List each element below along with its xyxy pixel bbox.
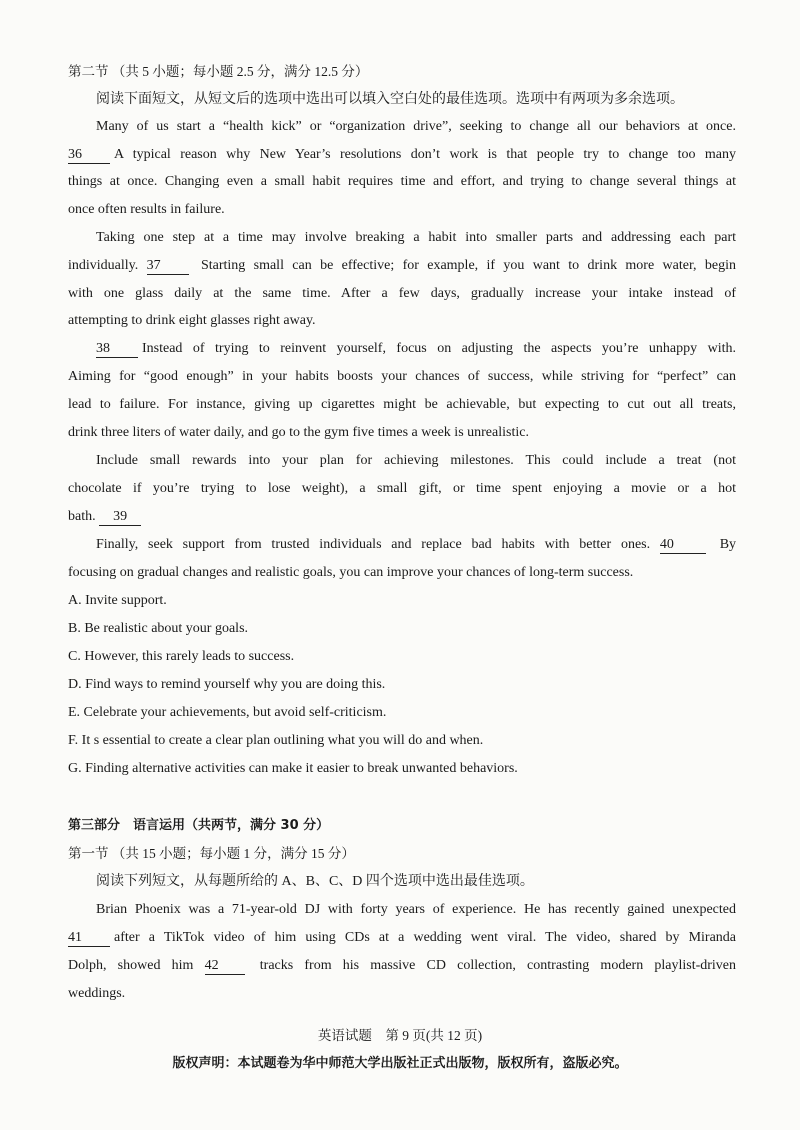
option-e: E. Celebrate your achievements, but avoid self-criticism. — [68, 705, 387, 720]
passage-line: Brian Phoenix was a 71-year-old DJ with forty years of experience. He has recently gained unexpected — [96, 902, 736, 917]
passage-line: with one glass daily at the same time. After a few days, gradually increase your intake instead of — [68, 286, 736, 301]
passage-line — [68, 339, 736, 359]
passage-line: focusing on gradual changes and realistic goals, you can improve your chances of long-term success. — [68, 565, 634, 580]
blank-36: 36 — [68, 146, 110, 164]
passage-text: Dolph, showed him — [68, 958, 194, 973]
blank-40: 40 — [660, 536, 706, 554]
passage-line: drink three liters of water daily, and go to the gym five times a week is unrealistic. — [68, 425, 529, 440]
blank-42: 42 — [205, 957, 245, 975]
passage-text: A typical reason why New Year’s resolutions don’t work is that people try to change too many — [114, 147, 736, 162]
option-d: D. Find ways to remind yourself why you are doing this. — [68, 677, 386, 692]
passage-line — [68, 256, 736, 276]
blank-39: 39 — [99, 508, 141, 526]
option-c: C. However, this rarely leads to success. — [68, 649, 295, 664]
passage-line — [68, 928, 736, 948]
blank-38: 38 — [96, 340, 138, 358]
option-f: F. It s essential to create a clear plan outlining what you will do and when. — [68, 733, 484, 748]
passage-line — [68, 507, 736, 527]
passage-text: after a TikTok video of him using CDs at a wedding went viral. The video, shared by Miranda — [114, 930, 736, 945]
option-b: B. Be realistic about your goals. — [68, 621, 249, 636]
passage-line — [68, 956, 736, 976]
part3-instruction: 阅读下列短文，从每题所给的 A、B、C、D 四个选项中选出最佳选项。 — [96, 874, 534, 889]
blank-37: 37 — [147, 257, 189, 275]
passage-line: attempting to drink eight glasses right away. — [68, 313, 316, 328]
passage-line: lead to failure. For instance, giving up cigarettes might be achievable, but expecting to cut out all treats, — [68, 397, 736, 412]
option-g: G. Finding alternative activities can make it easier to break unwanted behaviors. — [68, 761, 518, 776]
passage-line: once often results in failure. — [68, 202, 225, 217]
passage-line: chocolate if you’re trying to lose weight), a small gift, or time spent enjoying a movie or a hot — [68, 481, 736, 496]
passage-text: Instead of trying to reinvent yourself, focus on adjusting the aspects you’re unhappy with. — [142, 341, 736, 356]
option-a: A. Invite support. — [68, 593, 167, 608]
passage-text: individually. — [68, 258, 139, 273]
passage-line: Include small rewards into your plan for achieving milestones. This could include a treat (not — [96, 453, 736, 468]
passage-text: tracks from his massive CD collection, contrasting modern playlist-driven — [259, 958, 737, 973]
section2-instruction: 阅读下面短文，从短文后的选项中选出可以填入空白处的最佳选项。选项中有两项为多余选项。 — [96, 92, 684, 107]
blank-41: 41 — [68, 929, 110, 947]
passage-line: things at once. Changing even a small habit requires time and effort, and trying to change several things at — [68, 174, 736, 189]
passage-text: By — [719, 537, 737, 552]
passage-line: Taking one step at a time may involve breaking a habit into smaller parts and addressing each part — [96, 230, 736, 245]
page-footer-title: 英语试题 第 9 页(共 12 页) — [317, 1028, 483, 1043]
passage-text: Finally, seek support from trusted individuals and replace bad habits with better ones. — [96, 537, 651, 552]
passage-text: Starting small can be effective; for example, if you want to drink more water, begin — [200, 258, 737, 273]
section2-heading: 第二节 （共 5 小题；每小题 2.5 分，满分 12.5 分） — [68, 64, 369, 79]
passage-line: Aiming for “good enough” in your habits boosts your chances of success, while striving for “perfect” can — [68, 369, 736, 384]
part3-heading: 第三部分 语言运用（共两节，满分 30 分） — [68, 818, 330, 833]
part3-section1-heading: 第一节 （共 15 小题；每小题 1 分，满分 15 分） — [68, 846, 355, 861]
passage-line — [68, 145, 736, 165]
passage-text: bath. — [68, 509, 96, 524]
passage-line: weddings. — [68, 986, 126, 1001]
passage-line: Many of us start a “health kick” or “organization drive”, seeking to change all our behaviors at once. — [96, 119, 736, 134]
passage-line — [68, 535, 736, 555]
copyright-notice: 版权声明：本试题卷为华中师范大学出版社正式出版物，版权所有，盗版必究。 — [172, 1056, 628, 1071]
